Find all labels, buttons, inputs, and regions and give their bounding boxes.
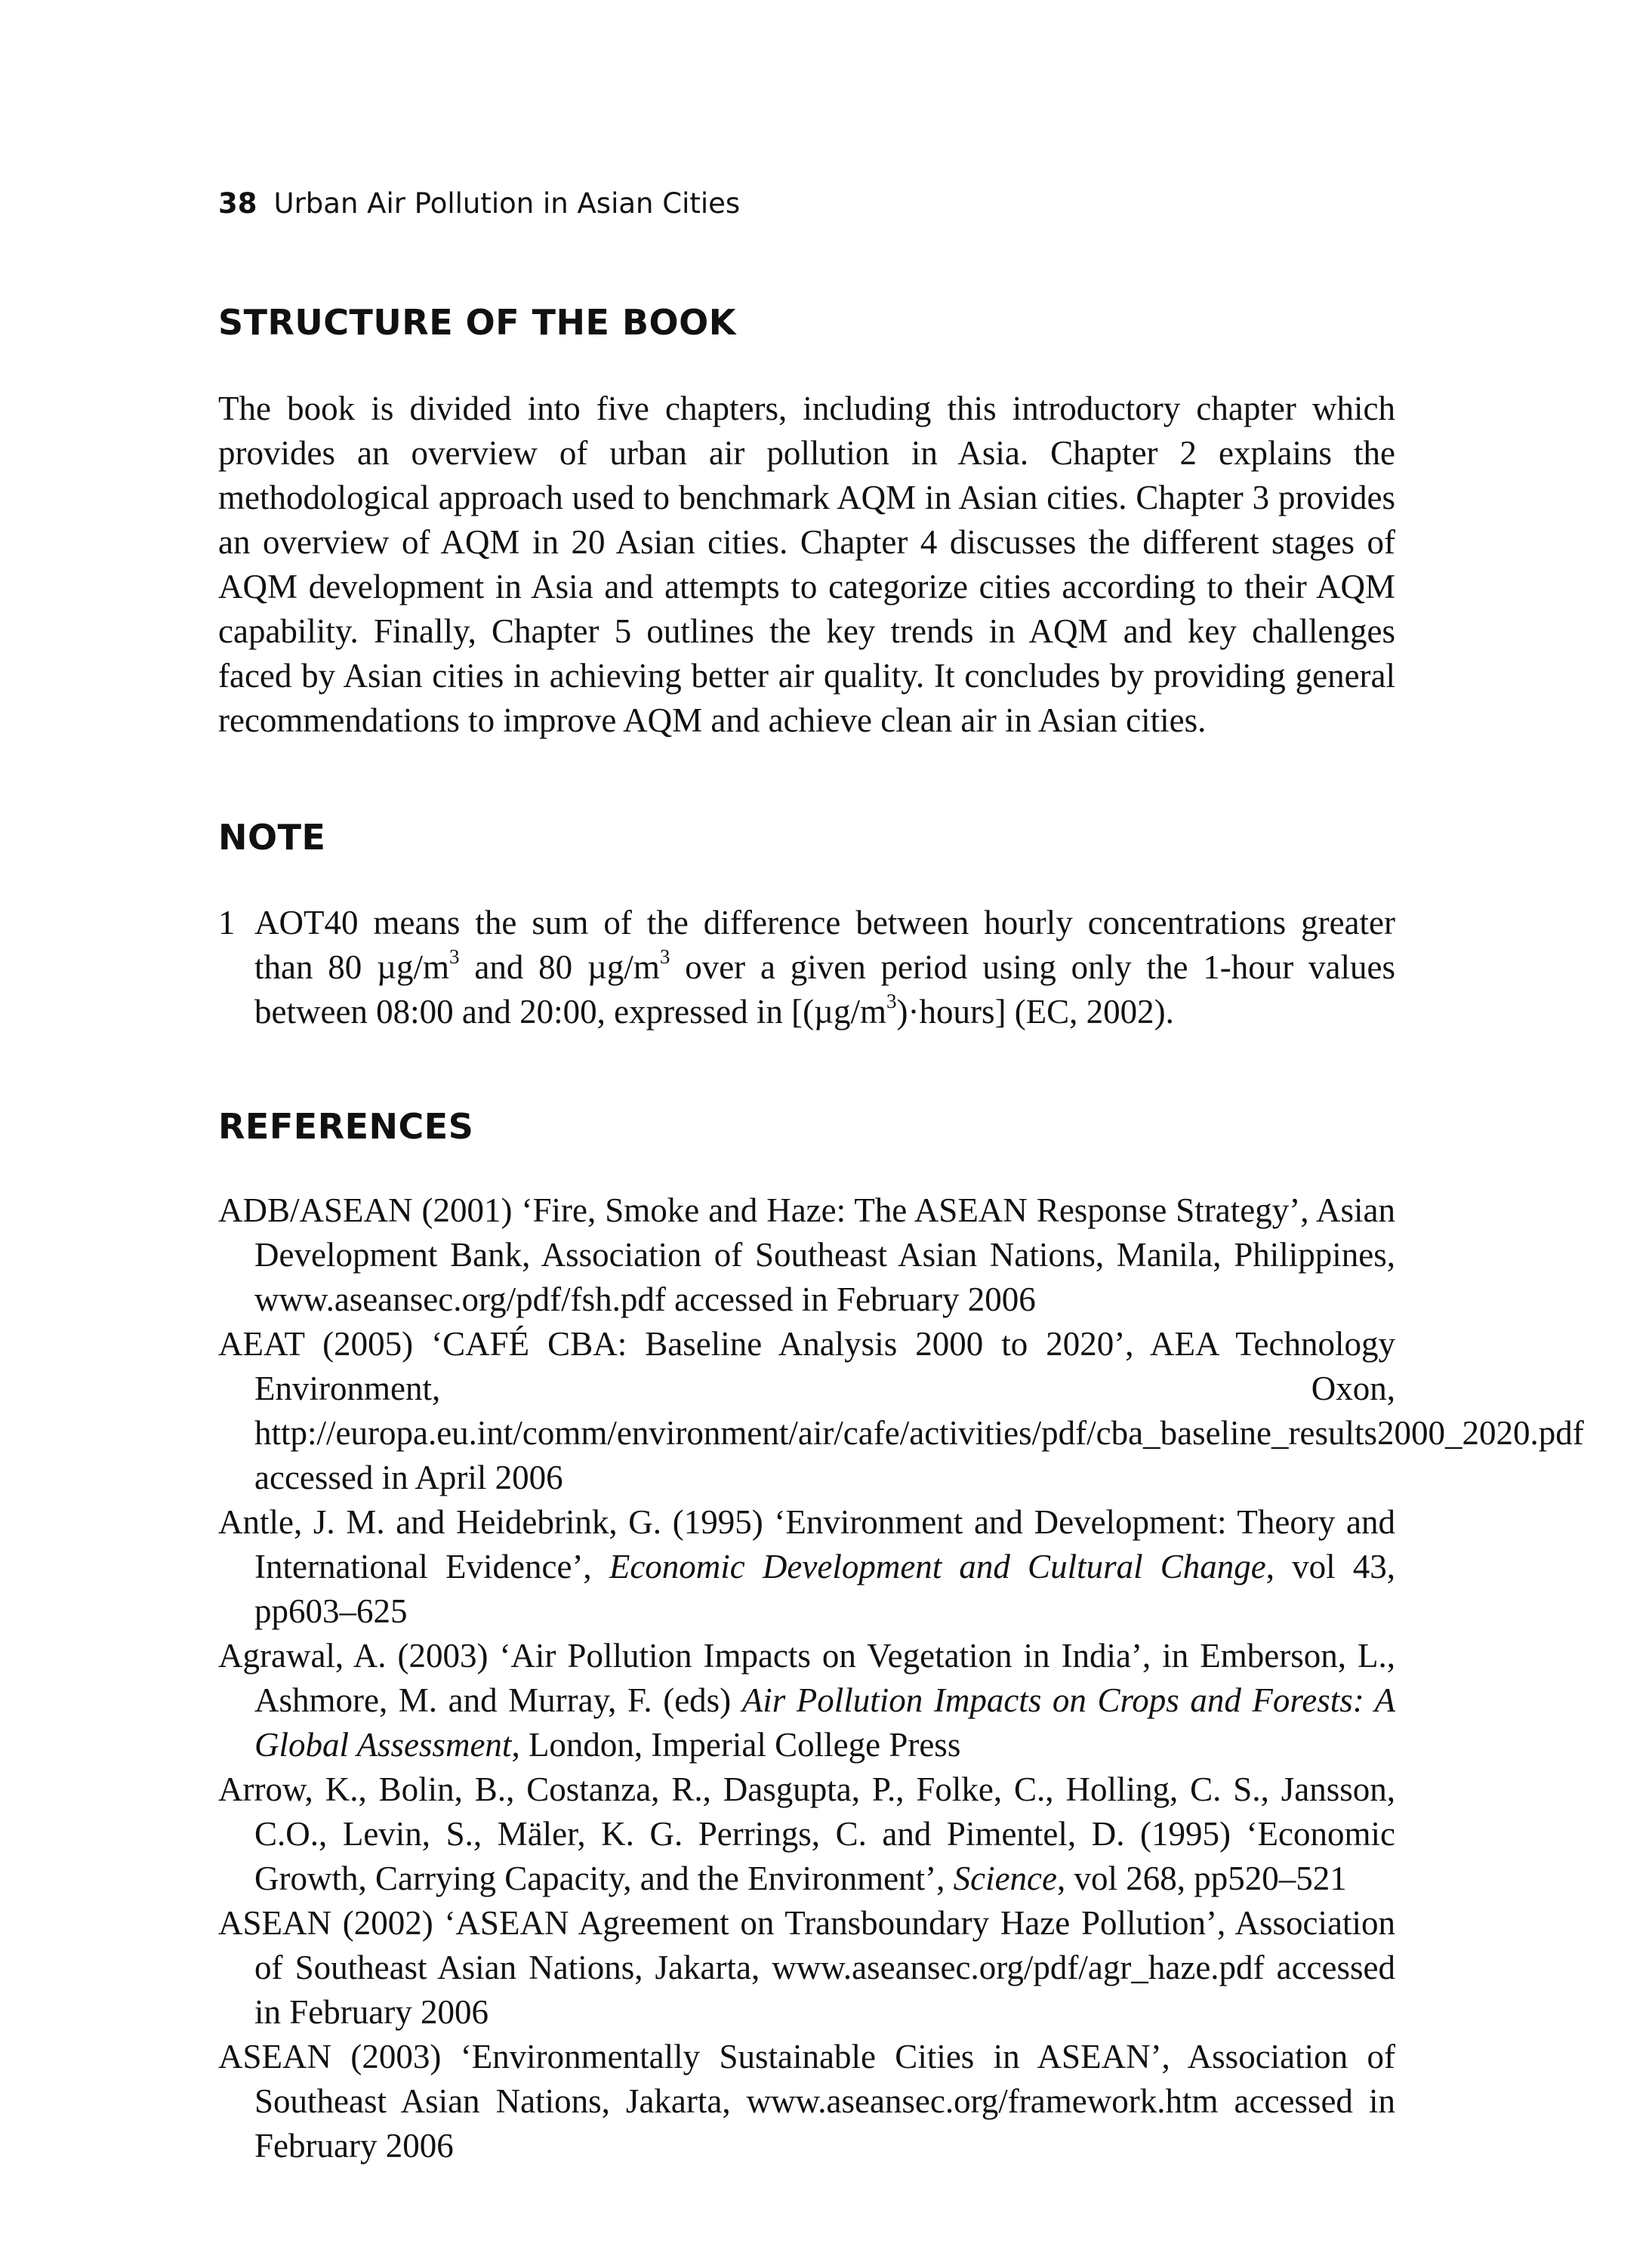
- note-text-4: )·hours] (EC, 2002).: [896, 993, 1174, 1031]
- reference-book-title: Air Pollution Impacts on Crops and Forests: A Global Assessment: [254, 1681, 1395, 1764]
- page-number: 38: [218, 187, 257, 220]
- reference-text: Antle, J. M. and Heidebrink, G. (1995) ‘Environment and Development: Theory and International Evidence’,: [218, 1503, 1395, 1585]
- references-heading: REFERENCES: [218, 1106, 474, 1147]
- note-text-3: over a given period using only the 1-hour values between 08:00 and 20:00, expressed in [(µg/m: [254, 948, 1395, 1031]
- structure-heading: STRUCTURE OF THE BOOK: [218, 302, 736, 343]
- structure-paragraph: The book is divided into five chapters, including this introductory chapter which provides an overview of urban air pollution in Asia. Chapter 2 explains the methodological approach used to benchmark AQM in Asian cities. Chapter 3 provides an overview of AQM in 20 Asian cities. Chapter 4 discusses the different stages of AQM development in Asia and attempts to categorize cities according to their AQM capability. Finally, Chapter 5 outlines the key trends in AQM and key challenges faced by Asian cities in achieving better air quality. It concludes by providing general recommendations to improve AQM and achieve clean air in Asian cities.: [218, 390, 1395, 739]
- note-heading: NOTE: [218, 817, 326, 858]
- reference-item: [218, 1767, 1395, 1901]
- reference-item: [218, 1500, 1395, 1634]
- reference-text: , vol 43, pp603–625: [254, 1548, 1395, 1630]
- note-text-1: AOT40 means the sum of the difference between hourly concentrations greater than 80 µg/m: [254, 904, 1395, 986]
- reference-item: [218, 1634, 1395, 1767]
- running-title: Urban Air Pollution in Asian Cities: [273, 187, 741, 220]
- reference-item: ASEAN (2002) ‘ASEAN Agreement on Transboundary Haze Pollution’, Association of Southeast Asian Nations, Jakarta, www.aseansec.org/pdf/agr_haze.pdf accessed in February 2006: [218, 1904, 1395, 2031]
- reference-text: , vol 268, pp520–521: [1057, 1860, 1347, 1897]
- note-text-2: and 80 µg/m: [459, 948, 660, 986]
- reference-text: Arrow, K., Bolin, B., Costanza, R., Dasgupta, P., Folke, C., Holling, C. S., Jansson, C.O., Levin, S., Mäler, K. G. Perrings, C. and Pimentel, D. (1995) ‘Economic Growth, Carrying Capacity, and the Environment’,: [218, 1770, 1395, 1897]
- reference-text: Agrawal, A. (2003) ‘Air Pollution Impacts on Vegetation in India’, in Emberson, L., Ashmore, M. and Murray, F. (eds): [218, 1637, 1395, 1719]
- running-head: [218, 187, 740, 220]
- note-section: [218, 901, 1395, 1034]
- structure-section: [218, 387, 1395, 743]
- reference-item: ADB/ASEAN (2001) ‘Fire, Smoke and Haze: The ASEAN Response Strategy’, Asian Development Bank, Association of Southeast Asian Nations, Manila, Philippines, www.aseansec.org/pdf/fsh.pdf accessed in February 2006: [218, 1191, 1395, 1318]
- reference-item: ASEAN (2003) ‘Environmentally Sustainable Cities in ASEAN’, Association of Southeast Asian Nations, Jakarta, www.aseansec.org/framework.htm accessed in February 2006: [218, 2038, 1395, 2165]
- reference-journal: Science: [953, 1860, 1058, 1897]
- note-superscript-1: 3: [449, 944, 460, 968]
- note-superscript-3: 3: [886, 989, 897, 1012]
- references-list: [218, 1188, 1584, 2168]
- reference-journal: Economic Development and Cultural Change: [609, 1548, 1266, 1585]
- note-number: 1: [218, 904, 236, 941]
- reference-item: AEAT (2005) ‘CAFÉ CBA: Baseline Analysis 2000 to 2020’, AEA Technology Environment, Oxon, http://europa.eu.int/comm/environment/air/cafe/activities/pdf/cba_baseline_results2000_2020.pdf accessed in April 2006: [218, 1325, 1584, 1496]
- note-item: [218, 901, 1395, 1034]
- note-superscript-2: 3: [659, 944, 670, 968]
- reference-text: , London, Imperial College Press: [511, 1726, 961, 1764]
